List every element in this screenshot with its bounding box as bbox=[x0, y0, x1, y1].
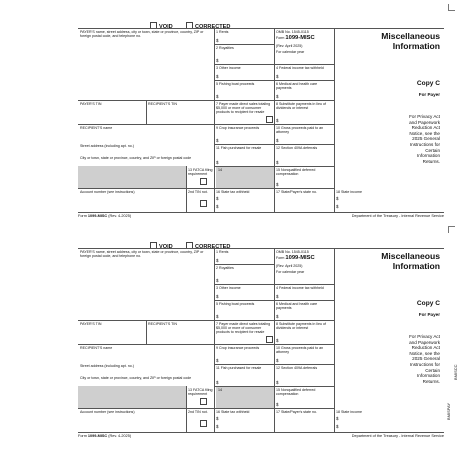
box13-label: 13 FATCA filing requirement bbox=[188, 388, 213, 397]
payer-info-label: PAYER'S name, street address, city or town, state or province, country, ZIP or foreign postal code, and telephone no. bbox=[80, 250, 204, 259]
box9-label: 9 Crop insurance proceeds bbox=[216, 126, 260, 130]
box7-checkbox[interactable] bbox=[266, 116, 273, 123]
box12-label: 12 Section 409A deferrals bbox=[276, 366, 318, 370]
recipient-tin-label: RECIPIENT'S TIN bbox=[148, 102, 177, 106]
second-tin-label: 2nd TIN not. bbox=[188, 410, 208, 414]
box13-label: 13 FATCA filing requirement bbox=[188, 168, 213, 177]
shaded-area bbox=[78, 386, 186, 408]
calendar-year: For calendar year bbox=[276, 270, 305, 274]
payer-tin-label: PAYER'S TIN bbox=[80, 322, 102, 326]
box4-label: 4 Federal income tax withheld bbox=[276, 286, 324, 290]
box8-label: 8 Substitute payments in lieu of dividends or interest bbox=[276, 322, 326, 331]
payer-info-label: PAYER'S name, street address, city or town, state or province, country, ZIP or foreign postal code, and telephone no. bbox=[80, 30, 204, 39]
box7-label: 7 Payer made direct sales totaling $5,000 or more of consumer products to recipient for resale bbox=[216, 322, 271, 335]
box11-label: 11 Fish purchased for resale bbox=[216, 146, 262, 150]
payer-tin-label: PAYER'S TIN bbox=[80, 102, 102, 106]
instructions-text: For Privacy Act and Paperwork Reduction Act Notice, see the 2025 General Instructions for Certain Information Returns. bbox=[409, 334, 440, 384]
void-checkbox[interactable]: VOID bbox=[150, 22, 173, 30]
second-tin-checkbox[interactable] bbox=[200, 420, 207, 427]
for-payer-label: For Payer bbox=[418, 312, 440, 317]
box4-label: 4 Federal income tax withheld bbox=[276, 66, 324, 70]
side-code-2: BMISCC bbox=[453, 364, 458, 380]
box5-label: 5 Fishing boat proceeds bbox=[216, 302, 255, 306]
city-label: City or town, state or province, country, and ZIP or foreign postal code bbox=[80, 376, 192, 380]
box3-label: 3 Other income bbox=[216, 66, 241, 70]
box15-label: 15 Nonqualified deferred compensation bbox=[276, 388, 316, 397]
box1-label: 1 Rents bbox=[216, 30, 229, 34]
footer-dept: Department of the Treasury - Internal Revenue Service bbox=[351, 434, 444, 438]
fatca-checkbox[interactable] bbox=[200, 178, 207, 185]
box6-label: 6 Medical and health care payments bbox=[276, 302, 318, 311]
street-label: Street address (including apt. no.) bbox=[80, 364, 134, 368]
crop-mark bbox=[448, 226, 455, 233]
omb-number: OMB No. 1545-0115 bbox=[276, 250, 309, 254]
form-title: Miscellaneous Information bbox=[381, 31, 440, 51]
box1-label: 1 Rents bbox=[216, 250, 229, 254]
box16-label: 16 State tax withheld bbox=[216, 190, 250, 194]
copy-label: Copy C bbox=[416, 300, 440, 307]
recipient-tin-label: RECIPIENT'S TIN bbox=[148, 322, 177, 326]
box2-label: 2 Royalties bbox=[216, 46, 234, 50]
box8-label: 8 Substitute payments in lieu of dividends or interest bbox=[276, 102, 326, 111]
form-name: 1099-MISC bbox=[285, 35, 315, 41]
revision: (Rev. April 2025) bbox=[276, 264, 303, 268]
box14-label: 14 bbox=[218, 388, 222, 392]
box18-label: 18 State income bbox=[336, 410, 362, 414]
form-title: Miscellaneous Information bbox=[381, 251, 440, 271]
copy-label: Copy C bbox=[416, 80, 440, 87]
corrected-checkbox[interactable]: CORRECTED bbox=[186, 242, 230, 250]
recipient-name-label: RECIPIENT'S name bbox=[80, 346, 113, 350]
account-label: Account number (see instructions) bbox=[80, 410, 135, 414]
recipient-name-label: RECIPIENT'S name bbox=[80, 126, 113, 130]
box2-label: 2 Royalties bbox=[216, 266, 234, 270]
instructions-text: For Privacy Act and Paperwork Reduction Act Notice, see the 2025 General Instructions for Certain Information Returns. bbox=[409, 114, 440, 164]
form-copy-bottom: VOID CORRECTED PAYER'S name, street address, city or town, state or province, country, ZIP or foreign postal code, and telephone no. PAYER'S TIN RECIPIENT'S TIN RECIPIENT'S name Street address (including apt. no.) City or town, state or province, country, and ZIP or foreign postal code Account number (see instructions) 13 FATCA filing requirement 2nd TIN not. 1 Rents $ 2 Royalties $ 3 Other income $ 5 Fishing boat proceeds $ 7 Payer made direct sales totaling $5,000 or more of consumer products to recipient for resale 9 Crop insurance proceeds $ 11 Fish purchased for resale $ 14 16 State tax withheld $ $ OMB No. 1545-0115 Form 1099-MISC (Rev. April 2025) For calendar year 4 Federal income tax withheld $ 6 Medical and health care payments $ 8 Substitute payments in lieu of dividends or interest $ 10 Gross proceeds paid to an attorney $ 12 Section 409A deferrals $ 15 Nonqualified deferred compensation $ 17 State/Payer's state no. Miscellaneous Information Copy C For Payer For Privacy Act and Paperwork Reduction Act Notice, see the 2025 General Instructions for Certain Information Returns. 18 State income $ $ Form 1099-MISC (Rev. 4-2025) Department of the Treasury - Internal Revenue Service bbox=[78, 244, 444, 438]
street-label: Street address (including apt. no.) bbox=[80, 144, 134, 148]
box10-label: 10 Gross proceeds paid to an attorney bbox=[276, 346, 324, 355]
box7-label: 7 Payer made direct sales totaling $5,000 or more of consumer products to recipient for resale bbox=[216, 102, 271, 115]
shaded-area bbox=[78, 166, 186, 188]
form-copy-top: VOID CORRECTED PAYER'S name, street address, city or town, state or province, country, ZIP or foreign postal code, and telephone no. PAYER'S TIN RECIPIENT'S TIN RECIPIENT'S name Street address (including apt. no.) City or town, state or province, country, and ZIP or foreign postal code Account number (see instructions) 13 FATCA filing requirement 2nd TIN not. 1 Rents $ 2 Royalties $ 3 Other income $ 5 Fishing boat proceeds $ 7 Payer made direct sales totaling $5,000 or more of consumer products to recipient for resale 9 Crop insurance proceeds $ 11 Fish purchased for resale $ 14 16 State tax withheld $ $ OMB No. 1545-0115 Form 1099-MISC (Rev. April 2025) For calendar year 4 Federal income tax withheld $ 6 Medical and health care payments $ 8 Substitute payments in lieu of dividends or interest $ 10 Gross proceeds paid to an attorney $ 12 Section 409A deferrals $ 15 Nonqualified deferred compensation $ 17 State/Payer's state no. Miscellaneous Information Copy C For Payer For Privacy Act and Paperwork Reduction Act Notice, see the 2025 General Instructions for Certain Information Returns. 18 State income $ $ Form 1099-MISC (Rev. 4-2025) Department of the Treasury - Internal Revenue Service bbox=[78, 24, 444, 218]
calendar-year: For calendar year bbox=[276, 50, 305, 54]
box9-label: 9 Crop insurance proceeds bbox=[216, 346, 260, 350]
box16-label: 16 State tax withheld bbox=[216, 410, 250, 414]
box12-label: 12 Section 409A deferrals bbox=[276, 146, 318, 150]
crop-mark bbox=[448, 4, 455, 11]
footer-form: Form 1099-MISC (Rev. 4-2025) bbox=[78, 434, 132, 438]
box5-label: 5 Fishing boat proceeds bbox=[216, 82, 255, 86]
box15-label: 15 Nonqualified deferred compensation bbox=[276, 168, 316, 177]
box11-label: 11 Fish purchased for resale bbox=[216, 366, 262, 370]
box3-label: 3 Other income bbox=[216, 286, 241, 290]
void-checkbox[interactable]: VOID bbox=[150, 242, 173, 250]
box18-label: 18 State income bbox=[336, 190, 362, 194]
box10-label: 10 Gross proceeds paid to an attorney bbox=[276, 126, 324, 135]
box17-label: 17 State/Payer's state no. bbox=[276, 190, 318, 194]
fatca-checkbox[interactable] bbox=[200, 398, 207, 405]
city-label: City or town, state or province, country, and ZIP or foreign postal code bbox=[80, 156, 192, 160]
for-payer-label: For Payer bbox=[418, 92, 440, 97]
revision: (Rev. April 2025) bbox=[276, 44, 303, 48]
box6-label: 6 Medical and health care payments bbox=[276, 82, 318, 91]
second-tin-label: 2nd TIN not. bbox=[188, 190, 208, 194]
second-tin-checkbox[interactable] bbox=[200, 200, 207, 207]
omb-number: OMB No. 1545-0115 bbox=[276, 30, 309, 34]
footer-dept: Department of the Treasury - Internal Revenue Service bbox=[351, 214, 444, 218]
form-name: 1099-MISC bbox=[285, 255, 315, 261]
box14-label: 14 bbox=[218, 168, 222, 172]
box7-checkbox[interactable] bbox=[266, 336, 273, 343]
footer-form: Form 1099-MISC (Rev. 4-2025) bbox=[78, 214, 132, 218]
box17-label: 17 State/Payer's state no. bbox=[276, 410, 318, 414]
account-label: Account number (see instructions) bbox=[80, 190, 135, 194]
side-code: BMISPAY bbox=[446, 402, 451, 420]
corrected-checkbox[interactable]: CORRECTED bbox=[186, 22, 230, 30]
